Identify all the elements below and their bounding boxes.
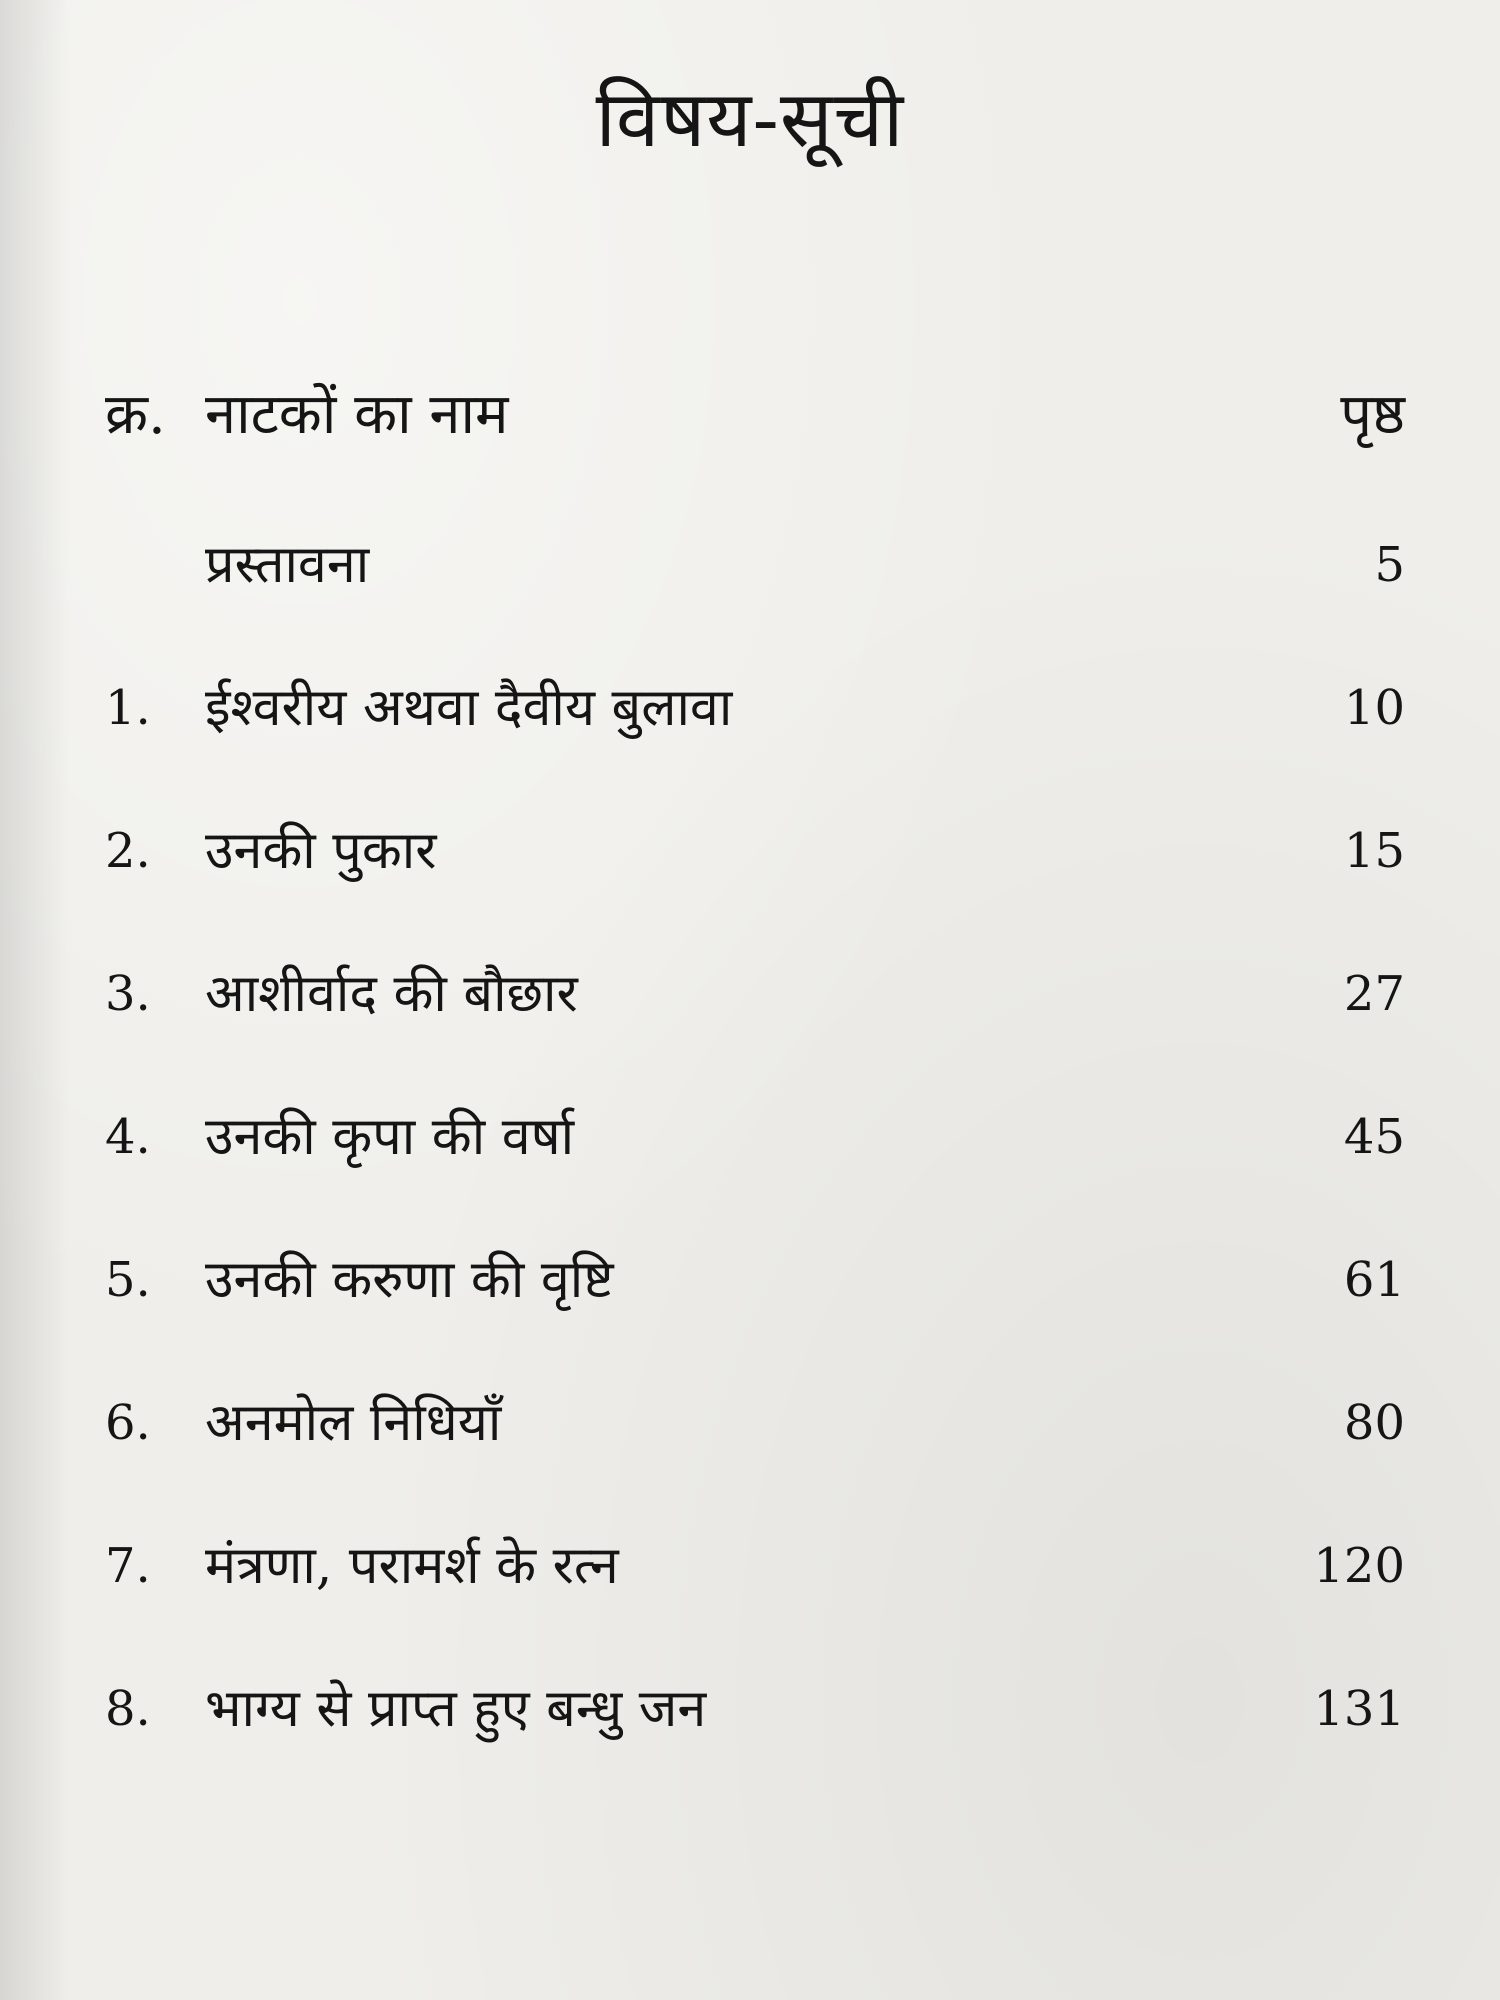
toc-entry-page: 61 <box>1343 1252 1405 1308</box>
toc-entry-page: 15 <box>1343 823 1405 879</box>
toc-entry-number: 3. <box>105 966 151 1022</box>
toc-entry-name: आशीर्वाद की बौछार <box>205 964 578 1024</box>
toc-entry-6 <box>105 1373 1405 1516</box>
toc-entry-number: 2. <box>105 823 151 879</box>
toc-header <box>105 370 1405 460</box>
toc-entry-5 <box>105 1230 1405 1373</box>
toc-entry-number: 4. <box>105 1109 151 1165</box>
toc-entry-number: 6. <box>105 1395 151 1451</box>
toc-entry-1 <box>105 658 1405 801</box>
header-page-label: पृष्ठ <box>1340 382 1405 447</box>
toc-entry-page: 27 <box>1343 966 1405 1022</box>
toc-entry-name: अनमोल निधियाँ <box>205 1393 502 1453</box>
toc-entry-3 <box>105 944 1405 1087</box>
toc-entry-7 <box>105 1516 1405 1659</box>
toc-entry-4 <box>105 1087 1405 1230</box>
toc-entry-page: 120 <box>1313 1538 1405 1594</box>
header-number-label: क्र. <box>105 382 166 447</box>
toc-entry-name: प्रस्तावना <box>205 535 370 595</box>
toc-entry-number: 5. <box>105 1252 151 1308</box>
toc-list <box>105 515 1405 1802</box>
toc-entry-preface <box>105 515 1405 658</box>
toc-entry-number: 7. <box>105 1538 151 1594</box>
toc-entry-name: उनकी कृपा की वर्षा <box>205 1107 575 1167</box>
toc-entry-number: 8. <box>105 1681 151 1737</box>
toc-entry-name: उनकी पुकार <box>205 821 437 881</box>
toc-entry-name: भाग्य से प्राप्त हुए बन्धु जन <box>205 1679 707 1739</box>
toc-entry-page: 5 <box>1374 537 1405 593</box>
toc-entry-name: मंत्रणा, परामर्श के रत्न <box>205 1536 619 1596</box>
toc-entry-number: 1. <box>105 680 151 736</box>
toc-entry-2 <box>105 801 1405 944</box>
toc-entry-name: ईश्वरीय अथवा दैवीय बुलावा <box>205 678 733 738</box>
toc-entry-page: 45 <box>1343 1109 1405 1165</box>
toc-entry-8 <box>105 1659 1405 1802</box>
toc-entry-page: 131 <box>1313 1681 1405 1737</box>
toc-entry-page: 80 <box>1343 1395 1405 1451</box>
toc-entry-page: 10 <box>1343 680 1405 736</box>
toc-entry-name: उनकी करुणा की वृष्टि <box>205 1250 614 1310</box>
page-title: विषय-सूची <box>595 75 905 165</box>
header-name-label: नाटकों का नाम <box>205 382 509 447</box>
binding-shadow <box>0 0 70 2000</box>
